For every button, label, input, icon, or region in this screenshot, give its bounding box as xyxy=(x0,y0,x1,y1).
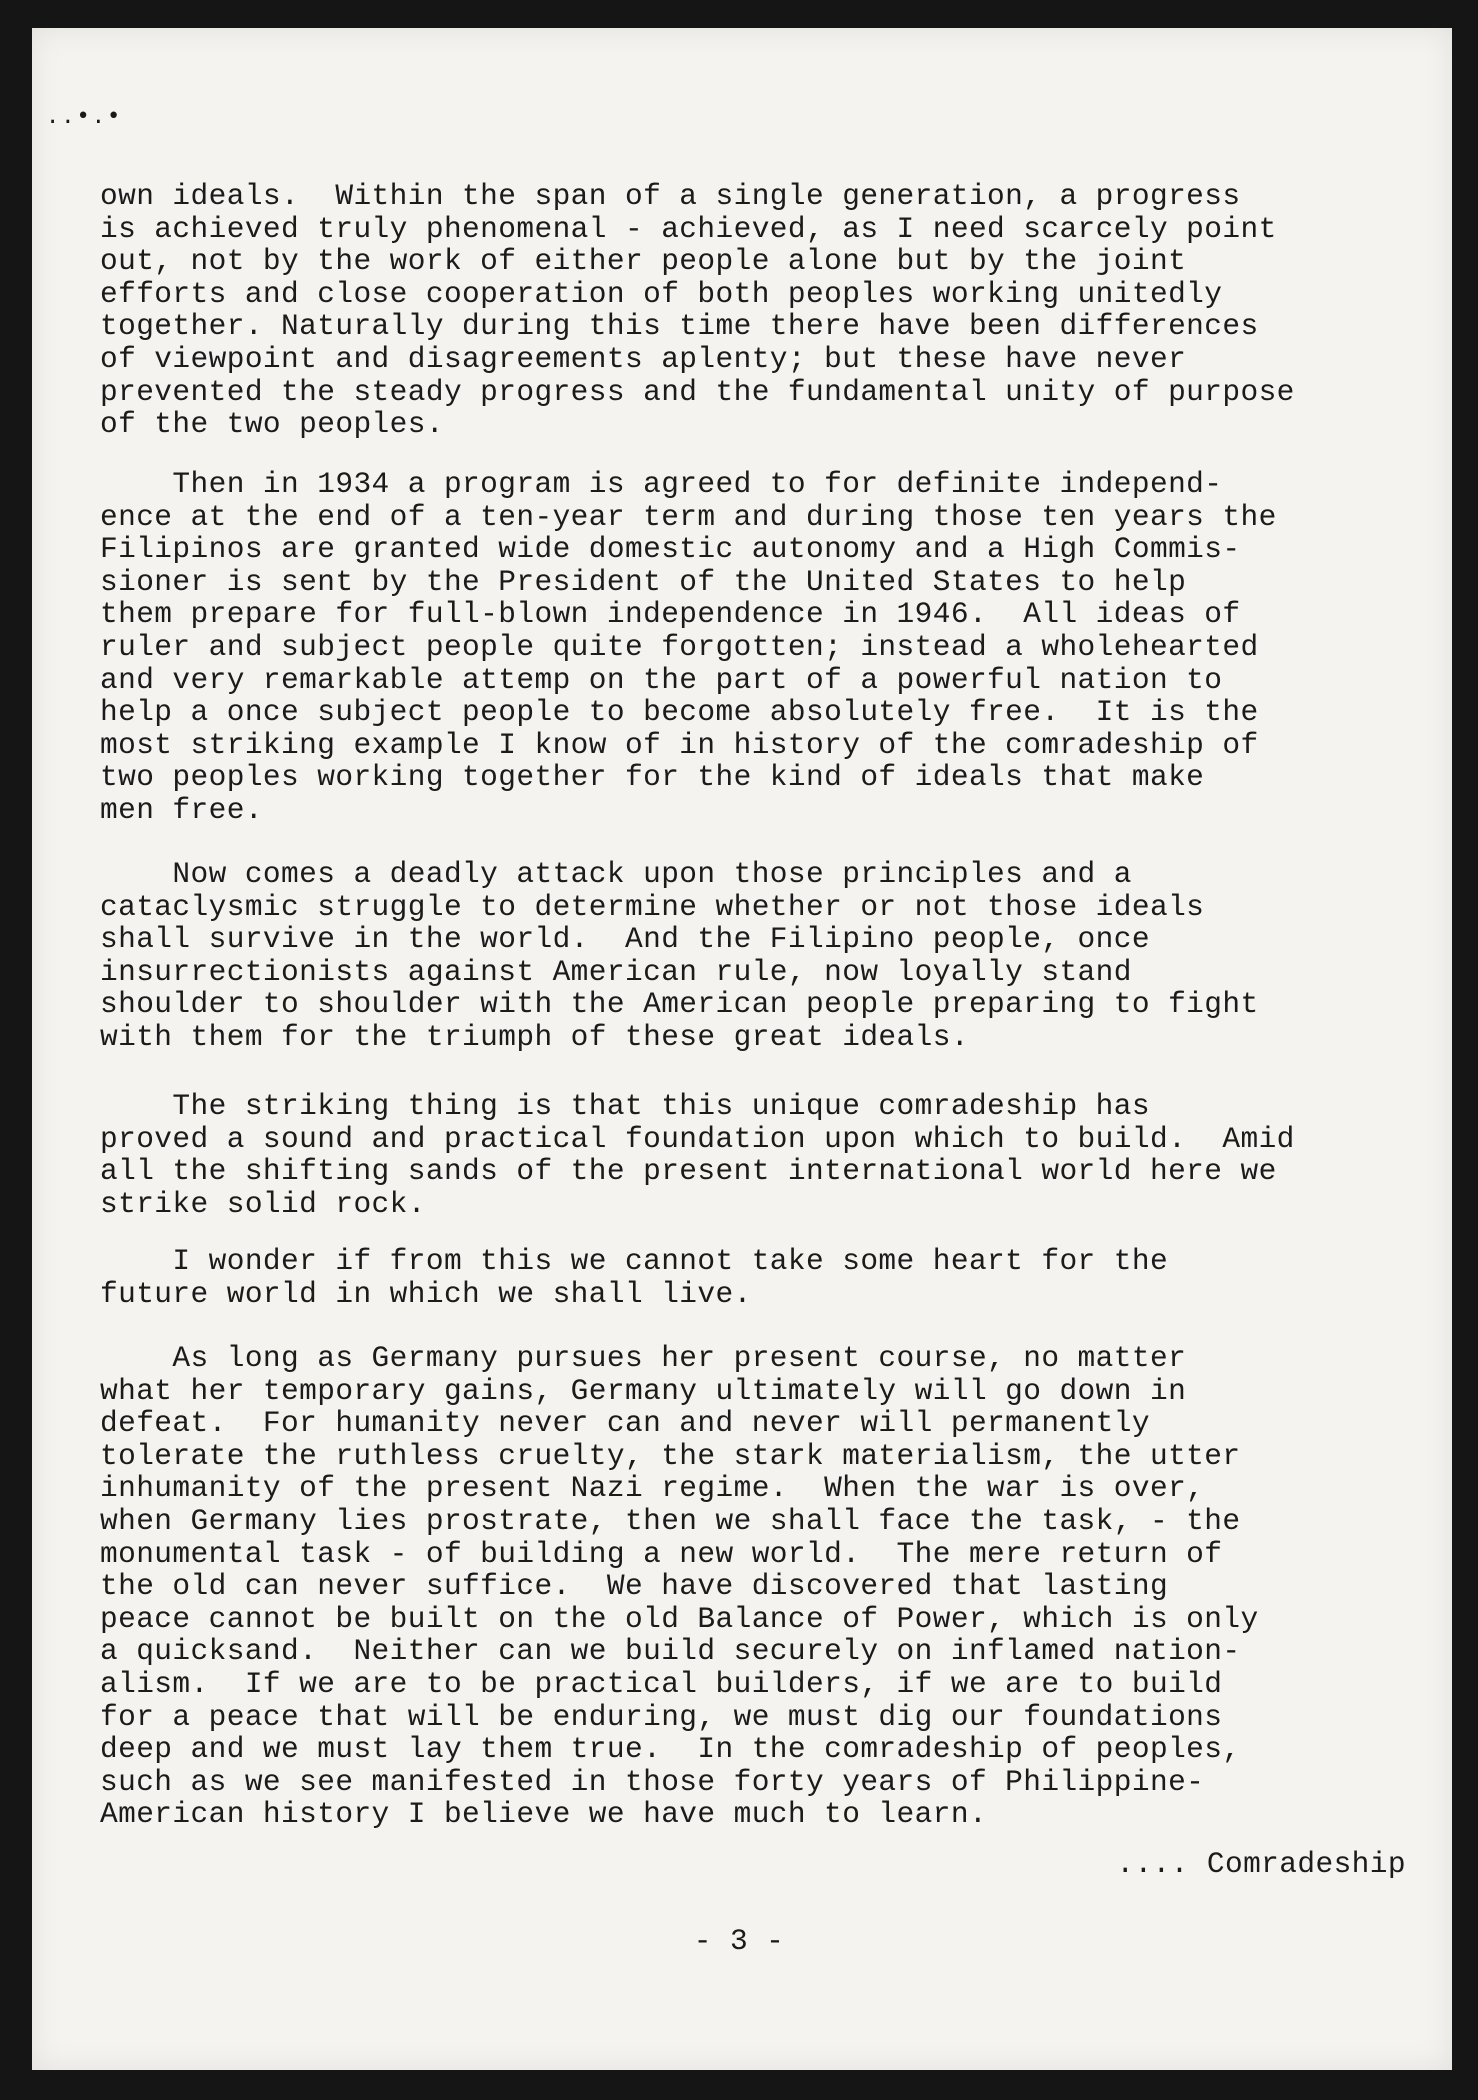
text-line: Then in 1934 a program is agreed to for definite independ- xyxy=(100,467,1223,501)
text-line: inhumanity of the present Nazi regime. When the war is over, xyxy=(100,1471,1205,1506)
text-line: peace cannot be built on the old Balance of Power, which is only xyxy=(100,1601,1259,1636)
text-line: when Germany lies prostrate, then we shall face the task, - the xyxy=(100,1503,1241,1538)
text-line: cataclysmic struggle to determine whether or not those ideals xyxy=(100,889,1205,924)
text-line: deep and we must lay them true. In the comradeship of peoples, xyxy=(100,1732,1241,1767)
text-line: Now comes a deadly attack upon those principles and a xyxy=(100,857,1132,891)
margin-mark: ..•.• xyxy=(46,104,123,129)
text-line: a quicksand. Neither can we build securely on inflamed nation- xyxy=(100,1634,1241,1669)
text-line: future world in which we shall live. xyxy=(100,1276,752,1311)
text-line: the old can never suffice. We have discovered that lasting xyxy=(100,1569,1169,1604)
text-line: Filipinos are granted wide domestic autonomy and a High Commis- xyxy=(100,532,1241,567)
text-line: shall survive in the world. And the Filipino people, once xyxy=(100,922,1150,957)
text-line: prevented the steady progress and the fundamental unity of purpose xyxy=(100,374,1295,409)
paragraph-5 xyxy=(100,1245,1400,1310)
text-line: for a peace that will be enduring, we must dig our foundations xyxy=(100,1699,1223,1734)
paragraph-6 xyxy=(100,1342,1400,1831)
text-line: defeat. For humanity never can and never will permanently xyxy=(100,1406,1150,1441)
text-line: ruler and subject people quite forgotten; instead a wholehearted xyxy=(100,629,1259,664)
text-line: together. Naturally during this time there have been differences xyxy=(100,309,1259,344)
text-line: all the shifting sands of the present international world here we xyxy=(100,1154,1277,1189)
text-line: such as we see manifested in those forty years of Philippine- xyxy=(100,1764,1205,1799)
text-line: and very remarkable attemp on the part of a powerful nation to xyxy=(100,662,1223,697)
paragraph-4 xyxy=(100,1090,1400,1220)
text-line: them prepare for full-blown independence in 1946. All ideas of xyxy=(100,597,1241,632)
paragraph-1 xyxy=(100,180,1400,441)
continuation-catchword: .... Comradeship xyxy=(1116,1847,1406,1881)
text-line: help a once subject people to become absolutely free. It is the xyxy=(100,695,1259,730)
text-line: two peoples working together for the kind of ideals that make xyxy=(100,760,1205,795)
text-line: is achieved truly phenomenal - achieved, as I need scarcely point xyxy=(100,211,1277,246)
text-line: men free. xyxy=(100,792,263,827)
text-line: As long as Germany pursues her present course, no matter xyxy=(100,1341,1187,1375)
paragraph-3 xyxy=(100,858,1400,1054)
text-line: with them for the triumph of these great ideals. xyxy=(100,1019,969,1054)
text-line: sioner is sent by the President of the United States to help xyxy=(100,564,1187,599)
text-line: American history I believe we have much to learn. xyxy=(100,1797,988,1832)
text-line: of viewpoint and disagreements aplenty; but these have never xyxy=(100,341,1187,376)
text-line: of the two peoples. xyxy=(100,407,444,442)
paragraph-2 xyxy=(100,468,1400,827)
text-line: out, not by the work of either people alone but by the joint xyxy=(100,244,1187,279)
text-line: I wonder if from this we cannot take some heart for the xyxy=(100,1244,1169,1278)
text-line: efforts and close cooperation of both peoples working unitedly xyxy=(100,276,1223,311)
text-line: shoulder to shoulder with the American people preparing to fight xyxy=(100,987,1259,1022)
text-line: monumental task - of building a new world. The mere return of xyxy=(100,1536,1223,1571)
text-line: ence at the end of a ten-year term and during those ten years the xyxy=(100,499,1277,534)
text-line: insurrectionists against American rule, now loyally stand xyxy=(100,954,1132,989)
text-line: own ideals. Within the span of a single generation, a progress xyxy=(100,179,1241,213)
page-number: - 3 - xyxy=(693,1924,785,1958)
text-line: strike solid rock. xyxy=(100,1186,426,1221)
text-line: most striking example I know of in history of the comradeship of xyxy=(100,727,1259,762)
text-line: The striking thing is that this unique comradeship has xyxy=(100,1089,1150,1123)
text-line: tolerate the ruthless cruelty, the stark materialism, the utter xyxy=(100,1438,1241,1473)
text-line: proved a sound and practical foundation upon which to build. Amid xyxy=(100,1121,1295,1156)
text-line: what her temporary gains, Germany ultimately will go down in xyxy=(100,1373,1187,1408)
text-line: alism. If we are to be practical builders, if we are to build xyxy=(100,1666,1223,1701)
